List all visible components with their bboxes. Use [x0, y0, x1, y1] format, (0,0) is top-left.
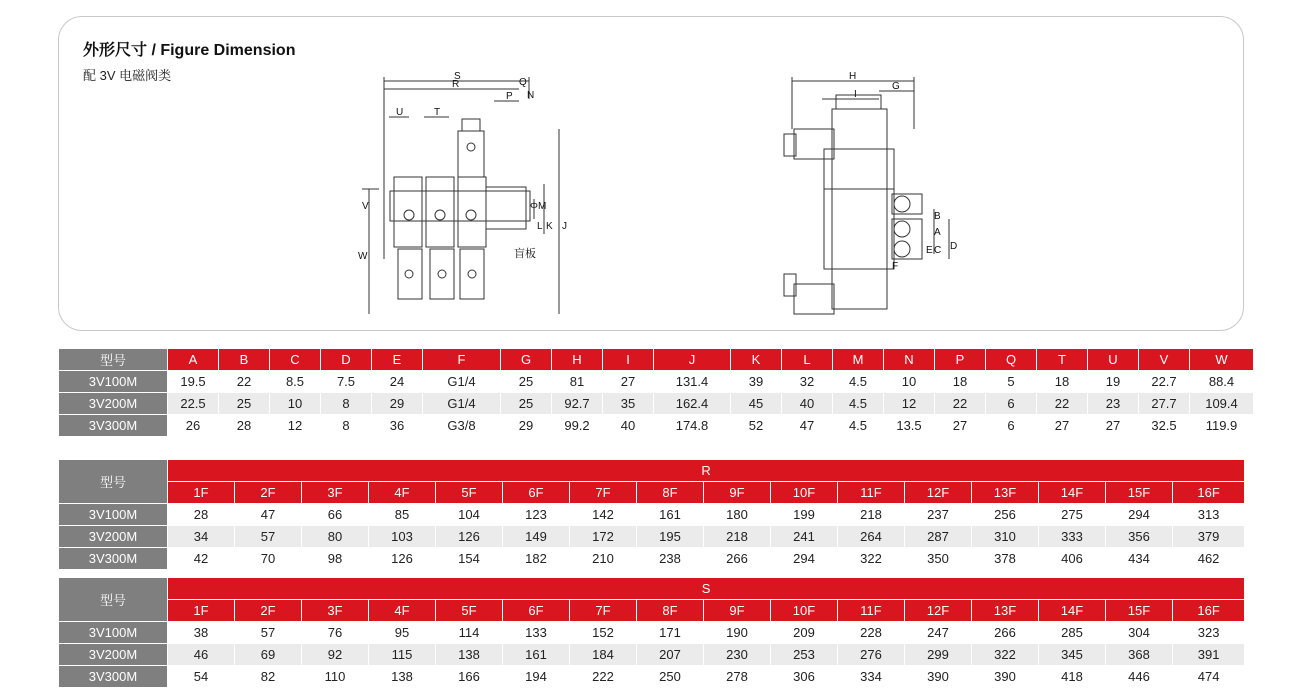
column-header: T: [1037, 349, 1088, 371]
table-cell: 406: [1039, 548, 1106, 570]
table-cell: 171: [637, 622, 704, 644]
table-cell: 190: [704, 622, 771, 644]
column-header: J: [654, 349, 731, 371]
table-cell: 166: [436, 666, 503, 688]
column-header: G: [501, 349, 552, 371]
table-cell: 22.7: [1139, 371, 1190, 393]
table-cell: 25: [219, 393, 270, 415]
svg-text:C: C: [934, 245, 942, 256]
table-cell: 162.4: [654, 393, 731, 415]
table-cell: 238: [637, 548, 704, 570]
table-row: [59, 666, 1245, 688]
table-cell: 22: [935, 393, 986, 415]
table-cell: 103: [369, 526, 436, 548]
column-header: W: [1190, 349, 1254, 371]
table-cell: 45: [731, 393, 782, 415]
column-header: 1F: [168, 600, 235, 622]
table-row: [59, 371, 1254, 393]
table-cell: 40: [782, 393, 833, 415]
table-cell: 115: [369, 644, 436, 666]
table-cell: 256: [972, 504, 1039, 526]
table-cell: 218: [704, 526, 771, 548]
table-cell: 24: [372, 371, 423, 393]
column-header: 6F: [503, 482, 570, 504]
svg-text:U: U: [396, 107, 404, 118]
table-cell: 126: [436, 526, 503, 548]
table-cell: 70: [235, 548, 302, 570]
column-header: Q: [986, 349, 1037, 371]
table-cell: 174.8: [654, 415, 731, 437]
table-cell: 19: [1088, 371, 1139, 393]
table-cell: 52: [731, 415, 782, 437]
column-header: F: [423, 349, 501, 371]
svg-text:F: F: [892, 261, 899, 272]
table-cell: 12: [884, 393, 935, 415]
table-cell: 287: [905, 526, 972, 548]
table-cell: 322: [972, 644, 1039, 666]
table-cell: 22: [1037, 393, 1088, 415]
column-header: 6F: [503, 600, 570, 622]
svg-text:W: W: [358, 251, 368, 262]
table-cell: 378: [972, 548, 1039, 570]
svg-text:N: N: [527, 90, 535, 101]
table-cell: 345: [1039, 644, 1106, 666]
table-header-row: [59, 482, 1245, 504]
model-cell: 3V100M: [59, 371, 168, 393]
table-cell: 390: [905, 666, 972, 688]
table-cell: 322: [838, 548, 905, 570]
table-cell: 310: [972, 526, 1039, 548]
model-header: 型号: [59, 578, 168, 622]
table-cell: 38: [168, 622, 235, 644]
table-cell: 26: [168, 415, 219, 437]
column-header: 12F: [905, 482, 972, 504]
table-cell: 266: [972, 622, 1039, 644]
table-cell: 446: [1106, 666, 1173, 688]
model-cell: 3V100M: [59, 622, 168, 644]
table-cell: 13.5: [884, 415, 935, 437]
model-cell: 3V300M: [59, 666, 168, 688]
svg-text:V: V: [362, 201, 369, 212]
table-cell: 133: [503, 622, 570, 644]
table-cell: 474: [1173, 666, 1245, 688]
model-cell: 3V200M: [59, 393, 168, 415]
table-cell: 25: [501, 393, 552, 415]
table-cell: 10: [884, 371, 935, 393]
column-header: H: [552, 349, 603, 371]
table-cell: 39: [731, 371, 782, 393]
table-cell: 356: [1106, 526, 1173, 548]
column-header: 7F: [570, 482, 637, 504]
table-cell: 92.7: [552, 393, 603, 415]
column-header: 14F: [1039, 600, 1106, 622]
table-cell: 4.5: [833, 415, 884, 437]
column-header: 5F: [436, 600, 503, 622]
table-cell: 228: [838, 622, 905, 644]
table-cell: 434: [1106, 548, 1173, 570]
table-cell: 207: [637, 644, 704, 666]
svg-text:I: I: [854, 89, 857, 100]
table-row: [59, 644, 1245, 666]
table-cell: 241: [771, 526, 838, 548]
table-cell: 299: [905, 644, 972, 666]
column-header: 16F: [1173, 482, 1245, 504]
column-header: 12F: [905, 600, 972, 622]
svg-text:R: R: [452, 79, 460, 90]
column-header: 13F: [972, 482, 1039, 504]
table-cell: 131.4: [654, 371, 731, 393]
svg-text:P: P: [506, 91, 513, 102]
svg-text:K: K: [546, 221, 553, 232]
table-cell: 85: [369, 504, 436, 526]
table-row: [59, 622, 1245, 644]
table-cell: 418: [1039, 666, 1106, 688]
table-cell: 123: [503, 504, 570, 526]
column-header: 5F: [436, 482, 503, 504]
table-cell: 250: [637, 666, 704, 688]
table-cell: 57: [235, 622, 302, 644]
table-cell: 152: [570, 622, 637, 644]
column-header: 13F: [972, 600, 1039, 622]
table-cell: 18: [1037, 371, 1088, 393]
table-cell: 29: [501, 415, 552, 437]
table-cell: 69: [235, 644, 302, 666]
table-cell: 76: [302, 622, 369, 644]
table-cell: 222: [570, 666, 637, 688]
table-cell: 210: [570, 548, 637, 570]
column-header: 4F: [369, 482, 436, 504]
table-cell: 22.5: [168, 393, 219, 415]
figure-panel: [58, 16, 1244, 331]
table-cell: 95: [369, 622, 436, 644]
table-cell: 161: [637, 504, 704, 526]
model-cell: 3V100M: [59, 504, 168, 526]
table-cell: 88.4: [1190, 371, 1254, 393]
table-cell: 25: [501, 371, 552, 393]
svg-text:L: L: [537, 221, 543, 232]
table-cell: 391: [1173, 644, 1245, 666]
table-cell: 46: [168, 644, 235, 666]
model-header: 型号: [59, 460, 168, 504]
table-cell: 390: [972, 666, 1039, 688]
table-cell: 154: [436, 548, 503, 570]
svg-text:ΦM: ΦM: [530, 201, 547, 212]
table-cell: 8.5: [270, 371, 321, 393]
table-cell: 126: [369, 548, 436, 570]
column-header: 16F: [1173, 600, 1245, 622]
table-cell: 209: [771, 622, 838, 644]
table-cell: 92: [302, 644, 369, 666]
column-header: D: [321, 349, 372, 371]
svg-text:D: D: [950, 241, 958, 252]
table-cell: 27: [603, 371, 654, 393]
table-cell: 184: [570, 644, 637, 666]
table-cell: 6: [986, 415, 1037, 437]
table-cell: 276: [838, 644, 905, 666]
group-header-row: [59, 460, 1245, 482]
group-label-s: S: [168, 578, 1245, 600]
table-cell: 285: [1039, 622, 1106, 644]
svg-text:B: B: [934, 211, 941, 222]
table-cell: 278: [704, 666, 771, 688]
column-header: C: [270, 349, 321, 371]
svg-text:G: G: [892, 81, 900, 92]
table-cell: 266: [704, 548, 771, 570]
table-cell: 28: [168, 504, 235, 526]
svg-text:盲板: 盲板: [514, 248, 536, 260]
table-cell: G3/8: [423, 415, 501, 437]
column-header: 15F: [1106, 600, 1173, 622]
table-cell: 8: [321, 415, 372, 437]
table-cell: 32: [782, 371, 833, 393]
column-header: 10F: [771, 482, 838, 504]
table-cell: 294: [771, 548, 838, 570]
model-cell: 3V200M: [59, 644, 168, 666]
column-header: P: [935, 349, 986, 371]
table-cell: 218: [838, 504, 905, 526]
table-cell: 98: [302, 548, 369, 570]
dimension-table-main: [58, 348, 1254, 437]
table-cell: 182: [503, 548, 570, 570]
table-cell: 379: [1173, 526, 1245, 548]
table-cell: 28: [219, 415, 270, 437]
table-cell: 462: [1173, 548, 1245, 570]
table-cell: 29: [372, 393, 423, 415]
table-row: [59, 526, 1245, 548]
table-cell: 253: [771, 644, 838, 666]
column-header: 9F: [704, 600, 771, 622]
group-header-row: [59, 578, 1245, 600]
table-cell: G1/4: [423, 393, 501, 415]
column-header: 15F: [1106, 482, 1173, 504]
table-cell: 4.5: [833, 393, 884, 415]
table-cell: 333: [1039, 526, 1106, 548]
table-cell: 230: [704, 644, 771, 666]
table-row: [59, 415, 1254, 437]
table-cell: 264: [838, 526, 905, 548]
table-cell: 304: [1106, 622, 1173, 644]
model-cell: 3V300M: [59, 548, 168, 570]
table-cell: 27: [1088, 415, 1139, 437]
table-cell: 323: [1173, 622, 1245, 644]
model-cell: 3V300M: [59, 415, 168, 437]
table-cell: 247: [905, 622, 972, 644]
table-cell: 180: [704, 504, 771, 526]
table-cell: 18: [935, 371, 986, 393]
column-header: I: [603, 349, 654, 371]
table-cell: 195: [637, 526, 704, 548]
page-subtitle: 配 3V 电磁阀类: [83, 68, 172, 83]
table-cell: 4.5: [833, 371, 884, 393]
table-cell: 54: [168, 666, 235, 688]
table-cell: 27.7: [1139, 393, 1190, 415]
table-header-row: [59, 349, 1254, 371]
table-cell: 22: [219, 371, 270, 393]
table-cell: 47: [235, 504, 302, 526]
svg-text:H: H: [849, 71, 857, 82]
dimension-table-s: [58, 577, 1245, 688]
model-header: 型号: [59, 349, 168, 371]
table-cell: 42: [168, 548, 235, 570]
side-view-drawing: [774, 69, 974, 319]
column-header: 3F: [302, 600, 369, 622]
table-cell: 40: [603, 415, 654, 437]
table-cell: 313: [1173, 504, 1245, 526]
page-title: 外形尺寸 / Figure Dimension: [83, 42, 296, 59]
table-cell: 194: [503, 666, 570, 688]
table-cell: 82: [235, 666, 302, 688]
table-cell: 81: [552, 371, 603, 393]
table-cell: 36: [372, 415, 423, 437]
svg-text:Q: Q: [519, 77, 527, 88]
table-cell: 99.2: [552, 415, 603, 437]
table-cell: 57: [235, 526, 302, 548]
svg-text:A: A: [934, 227, 941, 238]
table-cell: 27: [935, 415, 986, 437]
table-cell: 5: [986, 371, 1037, 393]
table-cell: 161: [503, 644, 570, 666]
column-header: N: [884, 349, 935, 371]
table-cell: 8: [321, 393, 372, 415]
column-header: 10F: [771, 600, 838, 622]
column-header: 2F: [235, 482, 302, 504]
table-cell: 23: [1088, 393, 1139, 415]
table-cell: 110: [302, 666, 369, 688]
column-header: V: [1139, 349, 1190, 371]
svg-text:T: T: [434, 107, 441, 118]
table-cell: 138: [369, 666, 436, 688]
column-header: K: [731, 349, 782, 371]
model-cell: 3V200M: [59, 526, 168, 548]
table-cell: 237: [905, 504, 972, 526]
table-cell: 149: [503, 526, 570, 548]
table-row: [59, 548, 1245, 570]
column-header: 4F: [369, 600, 436, 622]
column-header: A: [168, 349, 219, 371]
svg-text:S: S: [454, 71, 461, 82]
svg-text:J: J: [562, 221, 567, 232]
table-cell: 12: [270, 415, 321, 437]
column-header: M: [833, 349, 884, 371]
table-cell: 334: [838, 666, 905, 688]
table-cell: G1/4: [423, 371, 501, 393]
dimension-table-r: [58, 459, 1245, 570]
column-header: L: [782, 349, 833, 371]
table-cell: 119.9: [1190, 415, 1254, 437]
table-cell: 104: [436, 504, 503, 526]
table-cell: 19.5: [168, 371, 219, 393]
column-header: 9F: [704, 482, 771, 504]
table-row: [59, 504, 1245, 526]
table-cell: 80: [302, 526, 369, 548]
table-cell: 199: [771, 504, 838, 526]
table-cell: 294: [1106, 504, 1173, 526]
column-header: E: [372, 349, 423, 371]
table-cell: 32.5: [1139, 415, 1190, 437]
table-cell: 7.5: [321, 371, 372, 393]
svg-text:E: E: [926, 245, 933, 256]
table-cell: 66: [302, 504, 369, 526]
table-cell: 138: [436, 644, 503, 666]
column-header: U: [1088, 349, 1139, 371]
table-cell: 368: [1106, 644, 1173, 666]
table-cell: 35: [603, 393, 654, 415]
table-cell: 47: [782, 415, 833, 437]
front-view-drawing: [354, 69, 594, 319]
table-cell: 6: [986, 393, 1037, 415]
column-header: 3F: [302, 482, 369, 504]
table-cell: 306: [771, 666, 838, 688]
table-cell: 350: [905, 548, 972, 570]
table-cell: 109.4: [1190, 393, 1254, 415]
column-header: 7F: [570, 600, 637, 622]
table-cell: 10: [270, 393, 321, 415]
column-header: B: [219, 349, 270, 371]
column-header: 11F: [838, 482, 905, 504]
table-cell: 27: [1037, 415, 1088, 437]
group-label-r: R: [168, 460, 1245, 482]
table-cell: 114: [436, 622, 503, 644]
table-row: [59, 393, 1254, 415]
table-cell: 34: [168, 526, 235, 548]
table-cell: 142: [570, 504, 637, 526]
column-header: 8F: [637, 482, 704, 504]
table-cell: 275: [1039, 504, 1106, 526]
column-header: 14F: [1039, 482, 1106, 504]
table-header-row: [59, 600, 1245, 622]
table-cell: 172: [570, 526, 637, 548]
column-header: 1F: [168, 482, 235, 504]
column-header: 2F: [235, 600, 302, 622]
column-header: 8F: [637, 600, 704, 622]
column-header: 11F: [838, 600, 905, 622]
